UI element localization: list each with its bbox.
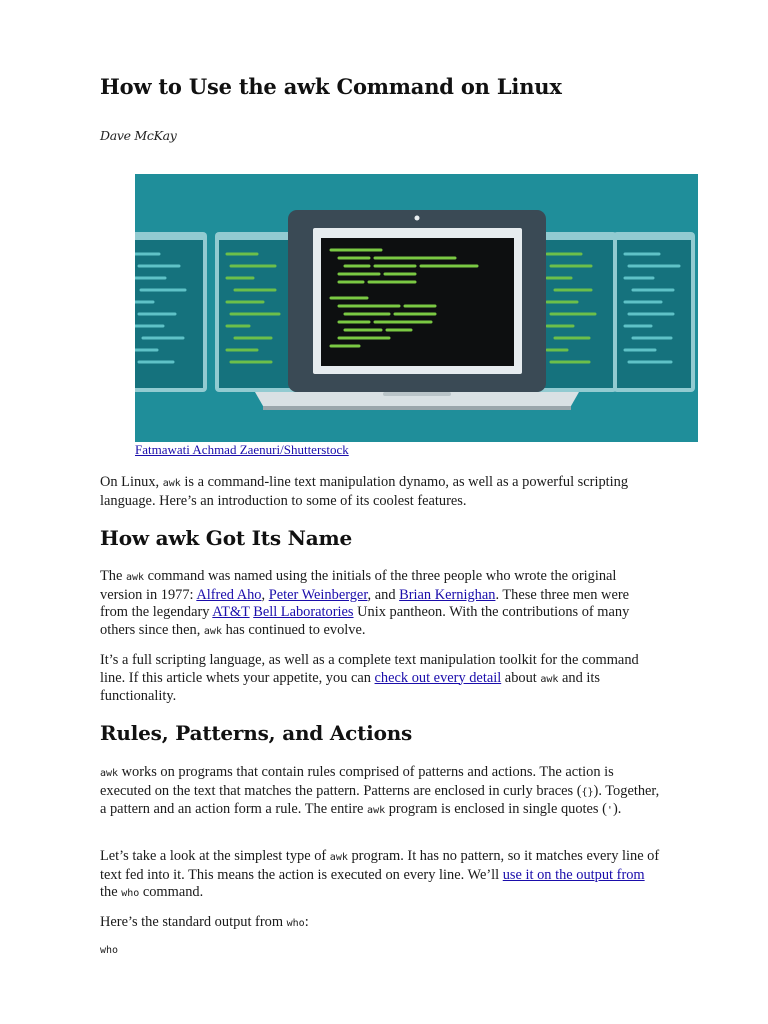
inline-code: {}	[581, 786, 594, 798]
inline-code: who	[121, 888, 140, 899]
inline-code: awk	[367, 805, 386, 816]
text: program. It has no pattern, so it matches every line of text fed into it. This means the action is executed on every line. We’ll	[100, 848, 660, 883]
link-att[interactable]: AT&T	[212, 604, 250, 620]
link-use-it-on-output[interactable]: use it on the output from	[502, 866, 645, 883]
inline-code: awk	[100, 768, 119, 779]
code-sample: who	[100, 945, 119, 956]
image-credit-link[interactable]: Fatmawati Achmad Zaenuri/Shutterstock	[135, 442, 349, 457]
article-author: Dave McKay	[100, 128, 177, 143]
text: , and	[367, 586, 400, 603]
text: The	[100, 568, 126, 584]
text: is a command-line text manipulation dynamo, as well as a powerful scripting language. Here’s an introduction to some of its coolest features.	[100, 474, 629, 509]
text: On Linux,	[100, 474, 163, 490]
section2-paragraph-3	[100, 914, 660, 933]
text: Unix pantheon. With the contributions of many others since then,	[100, 604, 630, 638]
section1-paragraph-1	[100, 568, 660, 640]
text: :	[304, 914, 309, 930]
article-title: How to Use the awk Command on Linux	[100, 74, 562, 99]
text: the	[100, 884, 122, 900]
text: command was named using the initials of the three people who wrote the original version in 1977:	[100, 568, 617, 603]
link-check-out-every-detail[interactable]: check out every detail	[374, 669, 502, 686]
text: works on programs that contain rules comprised of patterns and actions. The action is executed on the text that matches the pattern. Patterns are enclosed in curly braces (	[100, 764, 614, 799]
section2-paragraph-2	[100, 848, 660, 903]
inline-code: awk	[162, 478, 181, 489]
inline-code: '	[606, 805, 613, 816]
inline-code: awk	[329, 852, 348, 863]
text: Let’s take a look at the simplest type of	[100, 848, 330, 864]
laptop-terminal-illustration	[135, 174, 698, 442]
text: It’s a full scripting language, as well as a complete text manipulation toolkit for the command line. If this article whets your appetite, you can	[100, 652, 639, 686]
inline-code: awk	[540, 673, 559, 685]
link-brian-kernighan[interactable]: Brian Kernighan	[399, 586, 496, 603]
link-peter-weinberger[interactable]: Peter Weinberger	[268, 586, 368, 603]
inline-code: who	[286, 918, 305, 929]
link-alfred-aho[interactable]: Alfred Aho	[196, 586, 262, 603]
text: ).	[612, 801, 622, 817]
text: ,	[261, 586, 269, 603]
section-heading-name: How awk Got Its Name	[100, 526, 352, 550]
inline-code: awk	[125, 572, 145, 583]
text: ). Together, a pattern and an action form a rule. The entire	[100, 782, 660, 817]
image-caption	[135, 441, 349, 459]
text: about	[501, 669, 541, 686]
inline-code: awk	[203, 625, 222, 637]
intro-paragraph	[100, 474, 660, 510]
section1-paragraph-2	[100, 652, 660, 706]
text: and its functionality.	[100, 669, 601, 704]
hero-image	[135, 174, 698, 442]
link-bell-laboratories[interactable]: Bell Laboratories	[253, 604, 354, 620]
text: Here’s the standard output from	[100, 914, 287, 930]
text: . These three men were from the legendary	[100, 586, 630, 620]
text: program is enclosed in single quotes (	[385, 801, 607, 817]
text: has continued to evolve.	[221, 621, 366, 638]
text: command.	[139, 884, 204, 900]
section-heading-rules: Rules, Patterns, and Actions	[100, 721, 413, 745]
section2-paragraph-1	[100, 764, 660, 820]
